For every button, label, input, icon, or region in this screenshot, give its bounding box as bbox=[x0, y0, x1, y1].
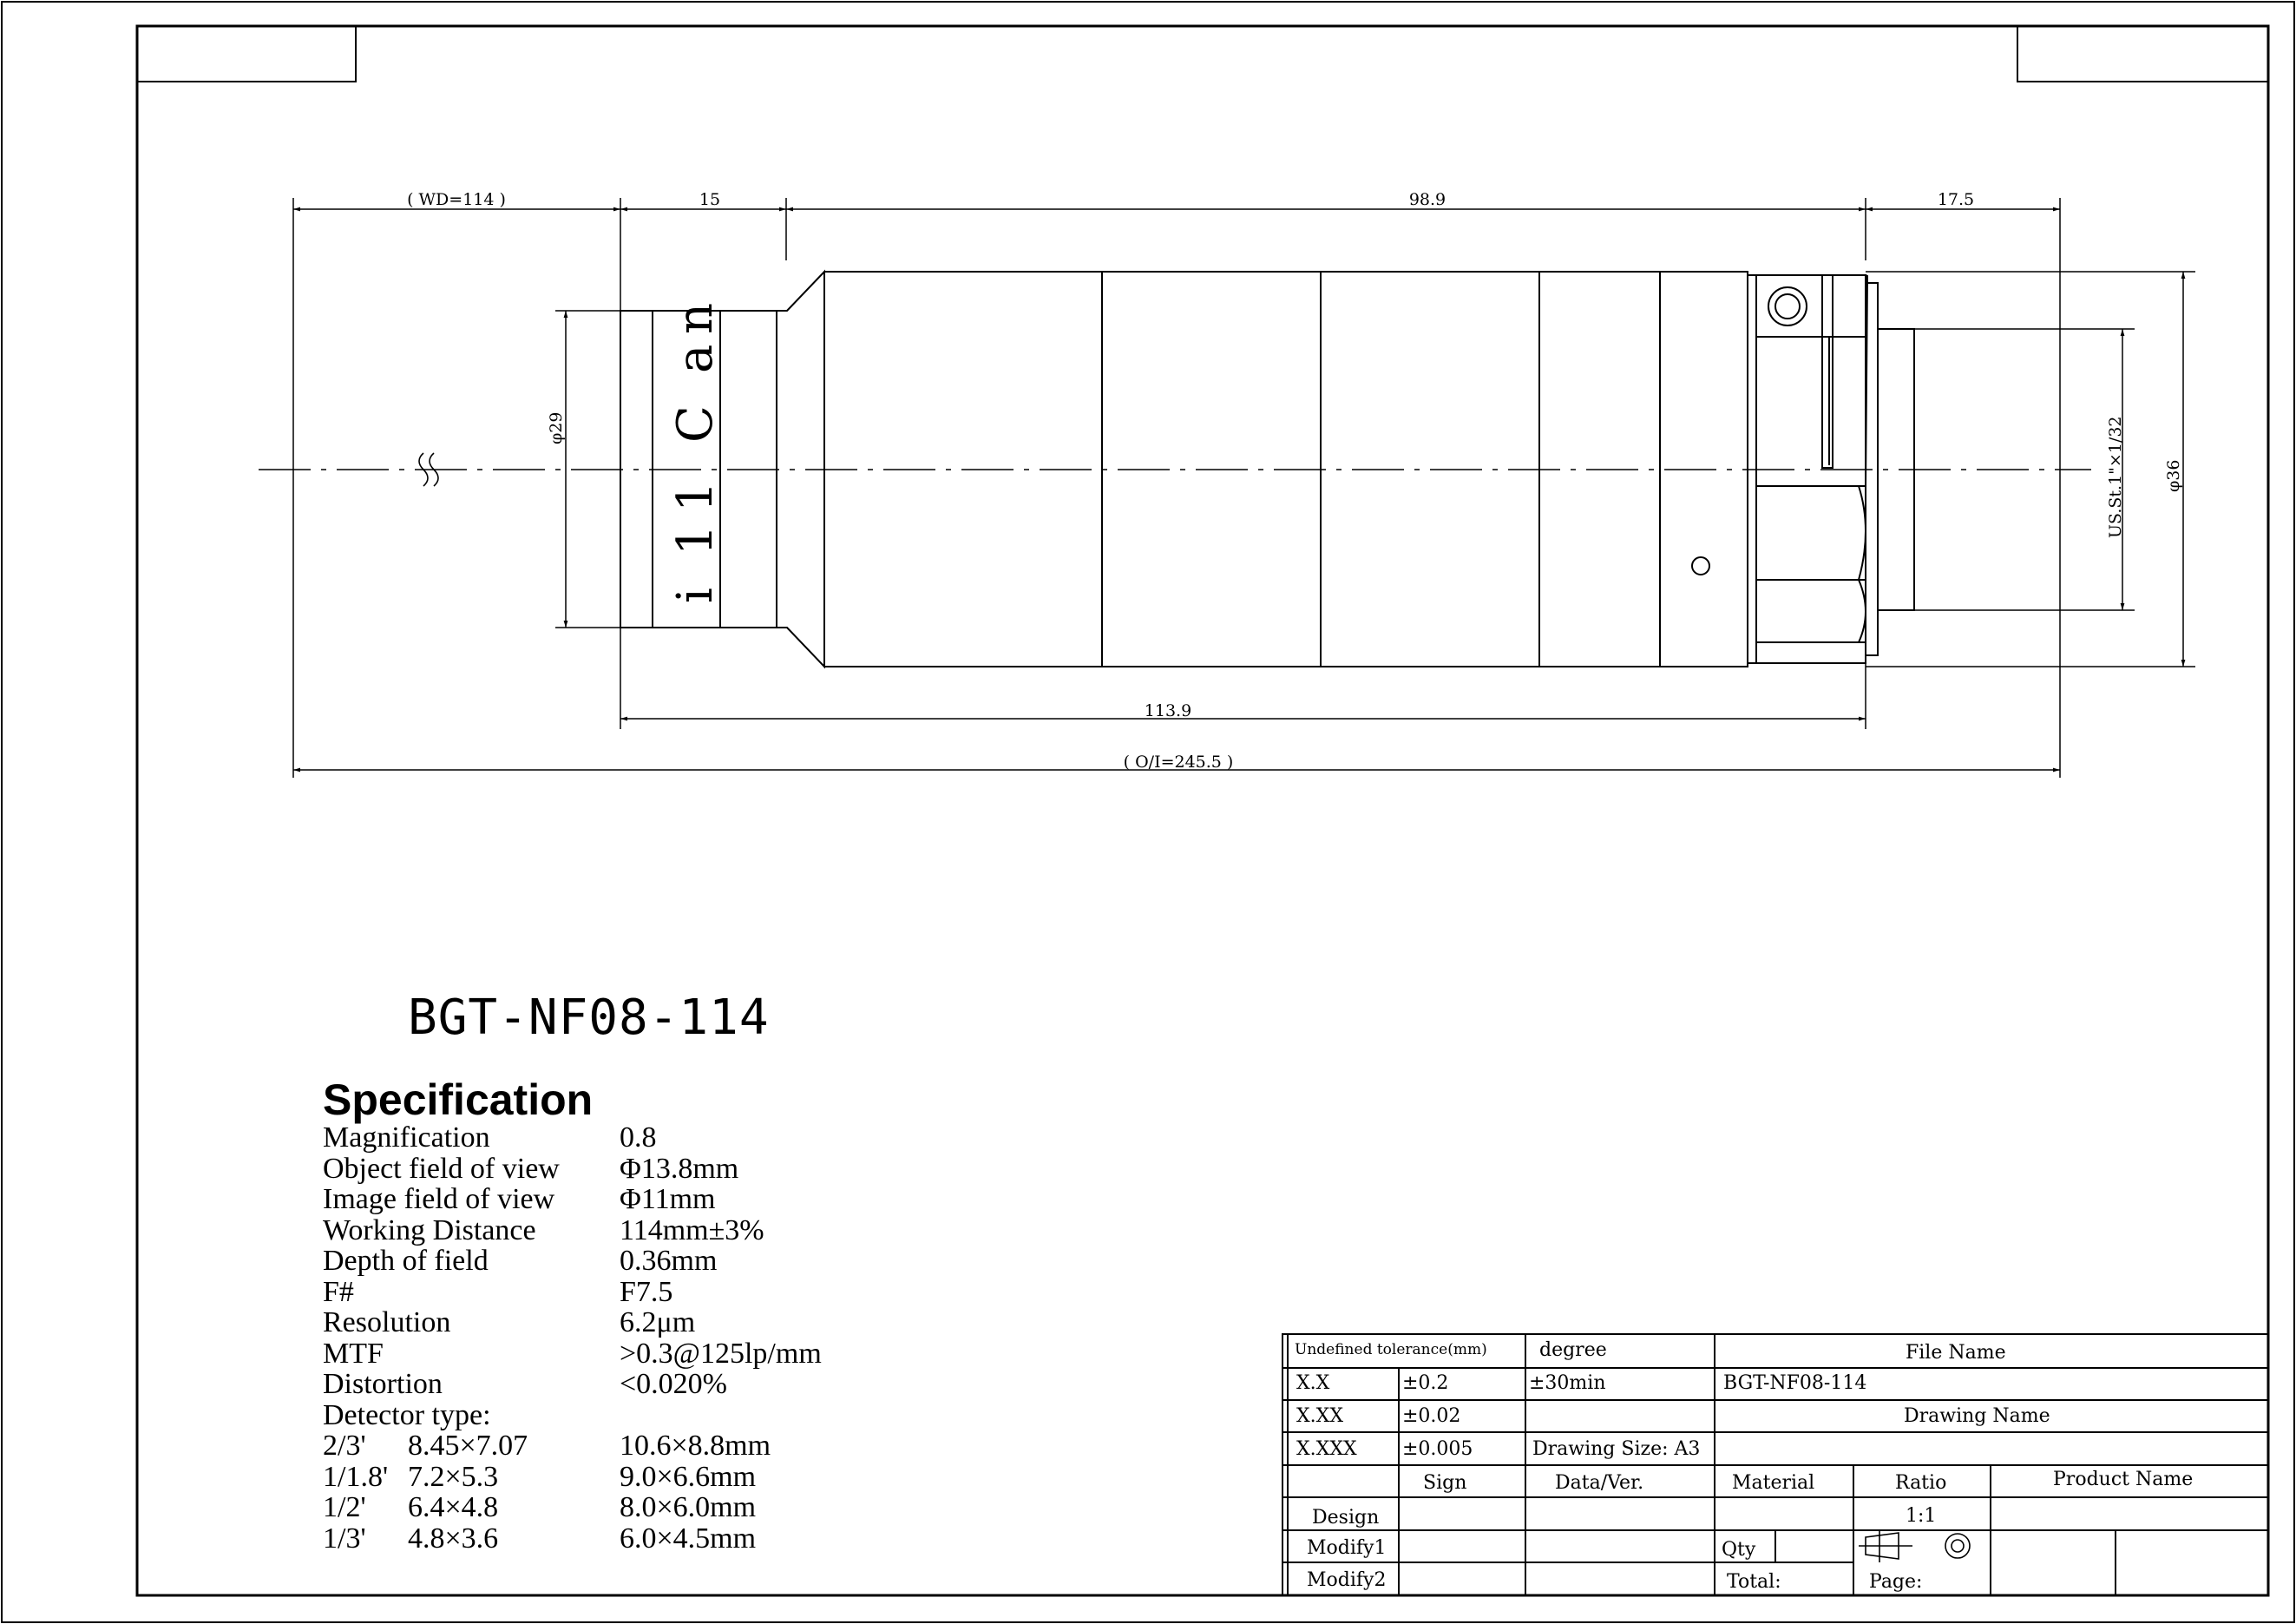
lens-label-char-1: i bbox=[667, 588, 724, 603]
undefined-tolerance-label: Undefined tolerance(mm) bbox=[1295, 1341, 1487, 1358]
spec-value: >0.3@125lp/mm bbox=[620, 1337, 822, 1370]
lens-label-char-5: a bbox=[667, 344, 724, 373]
spec-label: Working Distance bbox=[323, 1213, 536, 1246]
detector-format: 1/3' bbox=[323, 1522, 366, 1555]
dim-body-diameter: φ36 bbox=[2164, 459, 2183, 492]
optical-centerline bbox=[259, 453, 2091, 486]
specification-heading: Specification bbox=[323, 1075, 594, 1124]
tolerance-grade: X.X bbox=[1296, 1372, 1330, 1394]
drawing-size: Drawing Size: A3 bbox=[1532, 1438, 1701, 1460]
data-ver-label: Data/Ver. bbox=[1555, 1472, 1644, 1494]
qty-label: Qty bbox=[1722, 1539, 1756, 1561]
lens-label-char-3: 1 bbox=[667, 481, 724, 512]
spec-label: Resolution bbox=[323, 1306, 451, 1338]
detector-format: 2/3' bbox=[323, 1430, 366, 1462]
detector-size: 7.2×5.3 bbox=[408, 1460, 499, 1493]
spec-value: Φ13.8mm bbox=[620, 1152, 739, 1185]
detector-field: 8.0×6.0mm bbox=[620, 1491, 757, 1523]
total-label: Total: bbox=[1727, 1571, 1781, 1593]
detector-size: 6.4×4.8 bbox=[408, 1491, 499, 1523]
detector-field: 9.0×6.6mm bbox=[620, 1460, 757, 1493]
dimension-lines bbox=[293, 198, 2195, 778]
tolerance-value: ±0.005 bbox=[1402, 1438, 1473, 1460]
lens-label-char-4: C bbox=[667, 405, 724, 443]
lens-brand-label bbox=[667, 303, 724, 603]
lens-label-char-2: 1 bbox=[667, 524, 724, 556]
spec-label: MTF bbox=[323, 1337, 384, 1370]
detector-format: 1/1.8' bbox=[323, 1460, 389, 1493]
dim-front-diameter: φ29 bbox=[547, 411, 566, 444]
tolerance-grade: X.XX bbox=[1296, 1405, 1343, 1427]
dim-mount-length: 17.5 bbox=[1937, 190, 1975, 209]
design-label: Design bbox=[1312, 1507, 1380, 1529]
ratio-label: Ratio bbox=[1895, 1472, 1947, 1494]
dim-total-length: 113.9 bbox=[1144, 701, 1192, 720]
detector-field: 6.0×4.5mm bbox=[620, 1522, 757, 1555]
spec-value: Φ11mm bbox=[620, 1183, 716, 1215]
detector-format: 1/2' bbox=[323, 1491, 366, 1523]
spec-value: 0.36mm bbox=[620, 1245, 718, 1277]
projection-symbol bbox=[1859, 1530, 1970, 1562]
detector-field: 10.6×8.8mm bbox=[620, 1430, 771, 1462]
spec-value: F7.5 bbox=[620, 1275, 673, 1308]
drawing-name-label: Drawing Name bbox=[1904, 1405, 2050, 1427]
spec-label: Image field of view bbox=[323, 1183, 555, 1215]
spec-label: Distortion bbox=[323, 1368, 443, 1400]
dim-working-distance: ( WD=114 ) bbox=[407, 190, 506, 209]
file-name-value: BGT-NF08-114 bbox=[1723, 1372, 1867, 1394]
material-label: Material bbox=[1732, 1472, 1815, 1494]
sign-label: Sign bbox=[1423, 1472, 1467, 1494]
detector-heading: Detector type: bbox=[323, 1398, 491, 1431]
degree-label: degree bbox=[1539, 1339, 1607, 1361]
tolerance-grade: X.XXX bbox=[1296, 1438, 1357, 1460]
spec-value: <0.020% bbox=[620, 1368, 727, 1400]
dimension-texts bbox=[407, 190, 2183, 772]
angle-tolerance: ±30min bbox=[1529, 1372, 1606, 1394]
page-label: Page: bbox=[1869, 1571, 1923, 1593]
tolerance-value: ±0.2 bbox=[1402, 1372, 1449, 1394]
tolerance-value: ±0.02 bbox=[1402, 1405, 1461, 1427]
spec-value: 0.8 bbox=[620, 1121, 657, 1154]
modify2-label: Modify2 bbox=[1307, 1569, 1387, 1591]
detector-size: 4.8×3.6 bbox=[408, 1522, 499, 1555]
spec-label: Magnification bbox=[323, 1121, 490, 1154]
file-name-label: File Name bbox=[1906, 1342, 2006, 1364]
modify1-label: Modify1 bbox=[1307, 1537, 1387, 1559]
dim-front-length: 15 bbox=[699, 190, 721, 209]
spec-label: Depth of field bbox=[323, 1245, 489, 1277]
ratio-value: 1:1 bbox=[1906, 1505, 1937, 1527]
spec-label: Object field of view bbox=[323, 1152, 560, 1185]
detector-size: 8.45×7.07 bbox=[408, 1430, 528, 1462]
spec-value: 114mm±3% bbox=[620, 1213, 764, 1246]
model-title: BGT-NF08-114 bbox=[408, 990, 770, 1046]
dim-object-image: ( O/I=245.5 ) bbox=[1123, 753, 1234, 772]
dim-mount-thread: US.St.1"×1/32 bbox=[2106, 416, 2125, 538]
spec-label: F# bbox=[323, 1275, 354, 1308]
product-name-label: Product Name bbox=[2053, 1469, 2194, 1490]
spec-value: 6.2μm bbox=[620, 1306, 696, 1338]
lens-label-char-6: n bbox=[667, 302, 724, 334]
dim-body-length: 98.9 bbox=[1408, 190, 1446, 209]
